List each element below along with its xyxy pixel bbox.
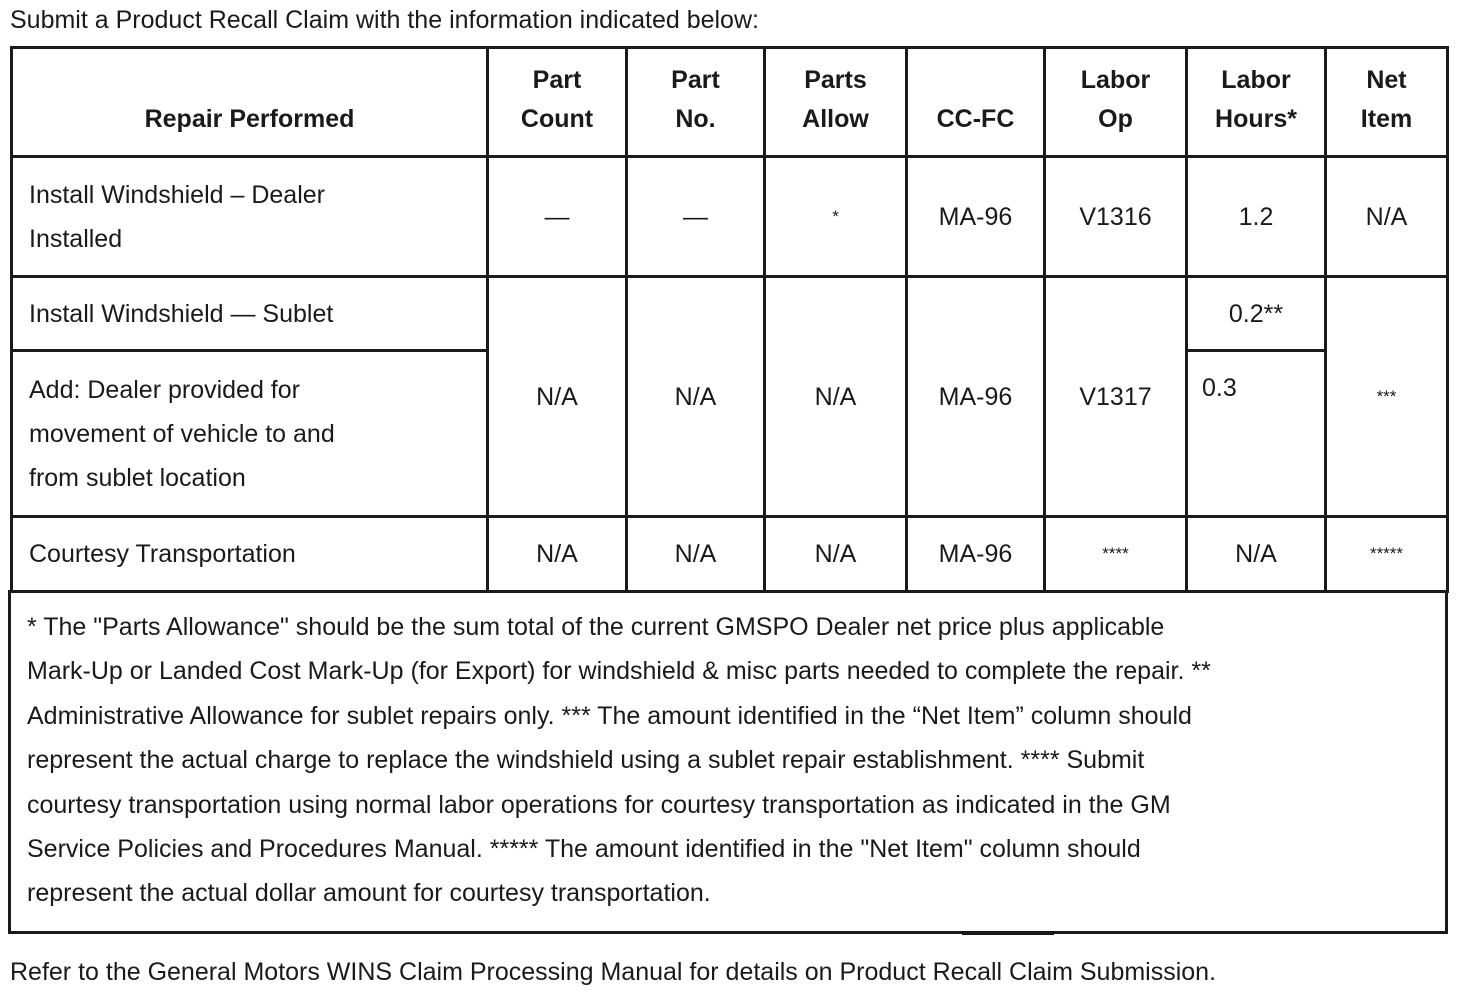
net-item-cell: N/A [1326, 157, 1448, 277]
repair-cell: Install Windshield – Dealer Installed [12, 157, 488, 277]
part-no-cell: N/A [627, 277, 765, 517]
header-cc-fc: CC-FC [907, 48, 1045, 157]
repair-cell: Install Windshield — Sublet [12, 277, 488, 351]
parts-allow-cell: N/A [765, 277, 907, 517]
header-parts-allow: Parts Allow [765, 48, 907, 157]
part-count-cell: — [488, 157, 627, 277]
labor-op-cell: **** [1045, 517, 1187, 592]
footnote-line: * The "Parts Allowance" should be the sum total of the current GMSPO Dealer net price plus applicable [27, 613, 1165, 641]
footnote-line: represent the actual charge to replace the windshield using a sublet repair establishment. **** Submit [27, 746, 1145, 775]
part-no-cell: — [627, 157, 765, 277]
part-count-cell: N/A [488, 517, 627, 592]
footnote-line: represent the actual dollar amount for courtesy transportation. [27, 879, 711, 908]
labor-hours-cell: 0.3 [1187, 351, 1326, 517]
intro-text: Submit a Product Recall Claim with the information indicated below: [10, 6, 759, 34]
header-labor-hours: Labor Hours* [1187, 48, 1326, 157]
labor-hours-cell: 1.2 [1187, 157, 1326, 277]
footnote-line: Service Policies and Procedures Manual. ***** The amount identified in the "Net Item" column should [27, 835, 1141, 864]
footnote-line: courtesy transportation using normal labor operations for courtesy transportation as indicated in the GM [27, 790, 1171, 819]
cc-fc-cell: MA-96 [907, 277, 1045, 517]
labor-op-cell: V1317 [1045, 277, 1187, 517]
footnote-line: Mark-Up or Landed Cost Mark-Up (for Export) for windshield & misc parts needed to complete the repair. ** [27, 657, 1211, 686]
table-row [12, 157, 1448, 277]
part-no-cell: N/A [627, 517, 765, 592]
header-labor-op: Labor Op [1045, 48, 1187, 157]
cc-fc-cell: MA-96 [907, 517, 1045, 592]
table-row [12, 517, 1448, 592]
footnote-line: Administrative Allowance for sublet repairs only. *** The amount identified in the “Net Item” column should [27, 701, 1192, 730]
labor-op-cell: V1316 [1045, 157, 1187, 277]
labor-hours-cell: N/A [1187, 517, 1326, 592]
divider [962, 931, 1054, 935]
parts-allow-cell: N/A [765, 517, 907, 592]
repair-cell: Courtesy Transportation [12, 517, 488, 592]
footnotes-box [8, 590, 1448, 934]
header-repair-performed: Repair Performed [12, 48, 488, 157]
net-item-cell: ***** [1326, 517, 1448, 592]
header-row [12, 48, 1448, 157]
parts-allow-cell: * [765, 157, 907, 277]
part-count-cell: N/A [488, 277, 627, 517]
header-part-no: Part No. [627, 48, 765, 157]
header-part-count: Part Count [488, 48, 627, 157]
labor-hours-cell: 0.2** [1187, 277, 1326, 351]
net-item-cell: *** [1326, 277, 1448, 517]
footer-text: Refer to the General Motors WINS Claim Processing Manual for details on Product Recall Claim Submission. [10, 958, 1217, 986]
cc-fc-cell: MA-96 [907, 157, 1045, 277]
repair-cell: Add: Dealer provided for movement of vehicle to and from sublet location [12, 351, 488, 517]
recall-claim-table [10, 46, 1449, 593]
header-net-item: Net Item [1326, 48, 1448, 157]
table-row [12, 277, 1448, 351]
